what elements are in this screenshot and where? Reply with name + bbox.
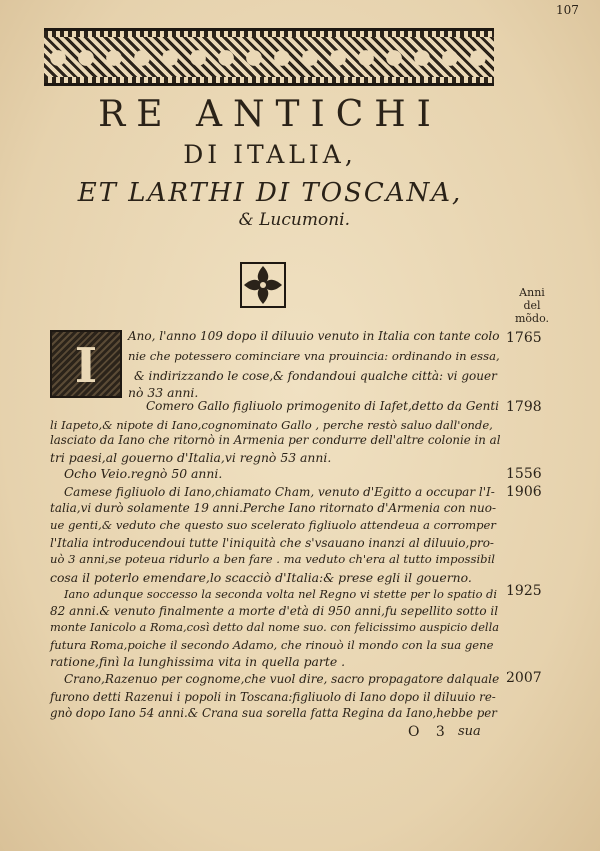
margin-header-line: del [523, 299, 541, 312]
text-line: Crano,Razenuo per cognome,che vuol dire, sacro propagatore dalquale [64, 672, 500, 686]
margin-header-line: mõdo. [514, 312, 550, 325]
margin-header [504, 286, 560, 325]
initial-letter-glyph: I [74, 338, 98, 394]
text-line: Ano, l'anno 109 dopo il diluuio venuto in Italia con tante colo [128, 329, 500, 343]
text-line: li Iapeto,& nipote di Iano,cognominato Gallo , perche restò saluo dall'onde, [50, 418, 493, 432]
text-line: 82 anni.& venuto finalmente a morte d'età di 950 anni,fu sepellito sotto il [50, 604, 499, 618]
text-line: uò 3 anni,se poteua ridurlo a ben fare . ma veduto ch'era al tutto impossibil [50, 552, 495, 566]
decorative-border [44, 28, 494, 86]
margin-header-line: Anni [519, 286, 545, 299]
text-line: furono detti Razenui i popoli in Toscana:figliuolo di Iano dopo il diluuio re- [50, 690, 496, 704]
text-line: & indirizzando le cose,& fondandoui qualche città: vi gouer [134, 369, 497, 383]
text-line: Camese figliuolo di Iano,chiamato Cham, venuto d'Egitto a occupar l'I- [64, 485, 495, 499]
title-line-3: ET LARTHI DI TOSCANA, [77, 178, 463, 208]
text-line: ue genti,& veduto che questo suo scelerato figliuolo attendeua a corromper [50, 518, 496, 532]
text-line: Iano adunque soccesso la seconda volta nel Regno vi stette per lo spatio di [64, 587, 497, 601]
signature-mark: O 3 [408, 724, 451, 740]
text-line: lasciato da Iano che ritornò in Armenia per condurre dell'altre colonie in al [50, 433, 501, 447]
margin-year: 1925 [506, 583, 542, 599]
page-number: 107 [556, 3, 579, 17]
text-line: Comero Gallo figliuolo primogenito di Iafet,detto da Genti [146, 399, 499, 413]
fleuron-ornament-icon [240, 262, 286, 308]
text-line: tri paesi,al gouerno d'Italia,vi regnò 53 anni. [50, 450, 332, 465]
catchword: sua [458, 724, 481, 739]
text-line: nie che potessero cominciare vna prouincia: ordinando in essa, [128, 349, 500, 363]
initial-letter [50, 330, 122, 398]
margin-year: 1798 [506, 399, 542, 415]
text-line: l'Italia introducendoui tutte l'iniquità che s'vsauano inanzi al diluuio,pro- [50, 536, 494, 550]
margin-year: 1906 [506, 484, 542, 500]
text-line: ratione,finì la lunghissima vita in quella parte . [50, 654, 346, 669]
title-line-1: RE ANTICHI [98, 94, 442, 135]
text-line: cosa il poterlo emendare,lo scacciò d'Italia:& prese egli il gouerno. [50, 570, 472, 585]
text-line: futura Roma,poiche il secondo Adamo, che rinouò il mondo con la sua gene [50, 638, 494, 652]
title-line-4: & Lucumoni. [238, 210, 350, 230]
text-line: monte Ianicolo a Roma,così detto dal nome suo. con felicissimo auspicio della [50, 620, 500, 634]
margin-year: 1765 [506, 330, 542, 346]
margin-year: 2007 [506, 670, 542, 686]
text-line: talia,vi durò solamente 19 anni.Perche Iano ritornato d'Armenia con nuo- [50, 501, 497, 515]
margin-year: 1556 [506, 466, 542, 482]
text-line: Ocho Veio.regnò 50 anni. [64, 466, 223, 481]
text-line: nò 33 anni. [128, 385, 199, 400]
text-line: gnò dopo Iano 54 anni.& Crana sua sorella fatta Regina da Iano,hebbe per [50, 706, 497, 720]
title-line-2: DI ITALIA, [183, 140, 357, 169]
